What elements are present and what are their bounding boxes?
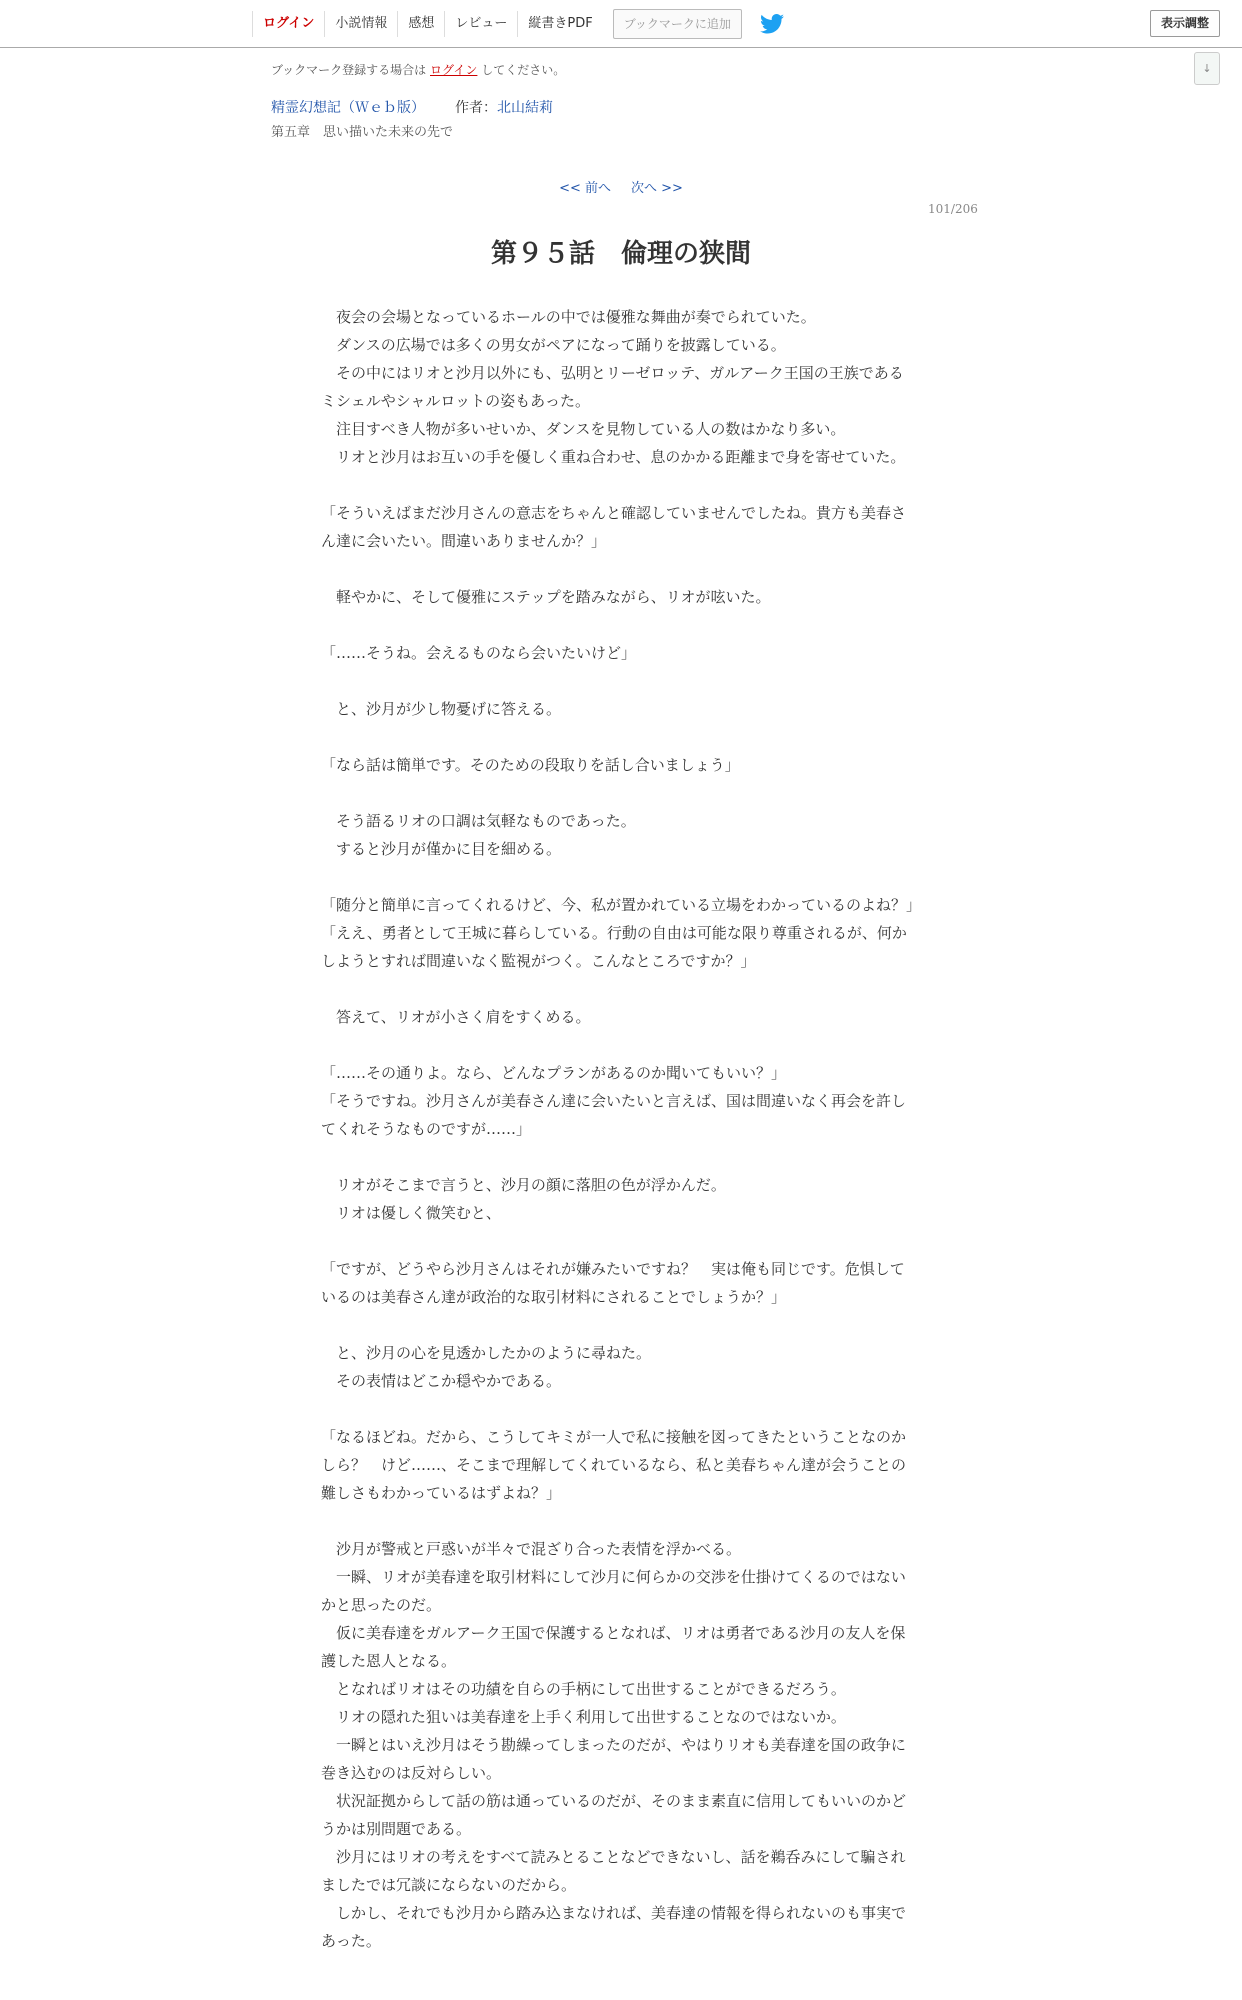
nav-impressions[interactable]: 感想 xyxy=(397,11,444,37)
blank-line xyxy=(321,723,915,751)
body-paragraph: リオと沙月はお互いの手を優しく重ね合わせ、息のかかる距離まで身を寄せていた。 xyxy=(321,448,906,466)
body-paragraph: と、沙月の心を見透かしたかのように尋ねた。 xyxy=(321,1344,652,1362)
episode-title: 第９５話 倫理の狭間 xyxy=(490,239,751,269)
scroll-down-button[interactable]: ↓ xyxy=(1194,52,1220,85)
novel-title-link[interactable]: 精霊幻想記（Ｗｅｂ版） xyxy=(271,100,425,116)
nav-login[interactable]: ログイン xyxy=(252,11,324,37)
body-paragraph: 「なら話は簡単です。そのための段取りを話し合いましょう」 xyxy=(321,756,740,774)
page-number: 101/206 xyxy=(928,202,978,216)
top-header xyxy=(0,0,1242,48)
display-settings-button[interactable]: 表示調整 xyxy=(1150,10,1220,37)
blank-line xyxy=(321,1395,915,1423)
body-paragraph: 軽やかに、そして優雅にステップを踏みながら、リオが呟いた。 xyxy=(321,588,771,606)
body-paragraph: となればリオはその功績を自らの手柄にして出世することができるだろう。 xyxy=(321,1680,846,1698)
body-paragraph: 「なるほどね。だから、こうしてキミが一人で私に接触を図ってきたということなのかしら？ けど……、そこまで理解してくれているなら、私と美春ちゃん達が会うことの難しさもわかっているはずよね？」 xyxy=(321,1428,907,1502)
blank-line xyxy=(321,471,915,499)
chapter-title: 第五章 思い描いた未来の先で xyxy=(271,125,454,140)
body-paragraph: そう語るリオの口調は気軽なものであった。 xyxy=(321,812,636,830)
novel-info xyxy=(271,97,553,117)
body-paragraph: 「……そうね。会えるものなら会いたいけど」 xyxy=(321,644,637,662)
blank-line xyxy=(321,1227,915,1255)
novel-body xyxy=(321,303,922,1955)
body-paragraph: 一瞬、リオが美春達を取引材料にして沙月に何らかの交渉を仕掛けてくるのではないかと思ったのだ。 xyxy=(321,1568,906,1614)
author-label: 作者： xyxy=(455,100,497,116)
body-paragraph: その中にはリオと沙月以外にも、弘明とリーゼロッテ、ガルアーク王国の王族であるミシェルやシャルロットの姿もあった。 xyxy=(321,364,904,410)
body-paragraph: 「ですが、どうやら沙月さんはそれが嫌みたいですね？ 実は俺も同じです。危惧しているのは美春さん達が政治的な取引材料にされることでしょうか？」 xyxy=(321,1260,905,1306)
blank-line xyxy=(321,863,915,891)
pager xyxy=(0,177,1242,196)
blank-line xyxy=(321,667,915,695)
blank-line xyxy=(321,975,915,1003)
nav-novel-info[interactable]: 小説情報 xyxy=(324,11,397,37)
top-nav xyxy=(252,0,784,47)
body-paragraph: すると沙月が僅かに目を細める。 xyxy=(321,840,562,858)
nav-vertical-pdf[interactable]: 縦書きPDF xyxy=(517,11,602,37)
nav-review[interactable]: レビュー xyxy=(444,11,517,37)
blank-line xyxy=(321,1143,915,1171)
body-paragraph: 注目すべき人物が多いせいか、ダンスを見物している人の数はかなり多い。 xyxy=(321,420,846,438)
body-paragraph: しかし、それでも沙月から踏み込まなければ、美春達の情報を得られないのも事実であった。 xyxy=(321,1904,907,1950)
blank-line xyxy=(321,555,915,583)
body-paragraph: 夜会の会場となっているホールの中では優雅な舞曲が奏でられていた。 xyxy=(321,308,816,326)
body-paragraph: 「そういえばまだ沙月さんの意志をちゃんと確認していませんでしたね。貴方も美春さん達に会いたい。間違いありませんか？」 xyxy=(321,504,907,550)
body-paragraph: 一瞬とはいえ沙月はそう勘繰ってしまったのだが、やはりリオも美春達を国の政争に巻き込むのは反対らしい。 xyxy=(321,1736,906,1782)
blank-line xyxy=(321,779,915,807)
body-paragraph: 「ええ、勇者として王城に暮らしている。行動の自由は可能な限り尊重されるが、何かしようとすれば間違いなく監視がつく。こんなところですか？」 xyxy=(321,924,907,970)
blank-line xyxy=(321,1311,915,1339)
blank-line xyxy=(321,1031,915,1059)
body-paragraph: 沙月にはリオの考えをすべて読みとることなどできないし、話を鵜呑みにして騙されましたでは冗談にならないのだから。 xyxy=(321,1848,906,1894)
next-link[interactable]: 次へ >> xyxy=(631,181,683,196)
body-paragraph: 状況証拠からして話の筋は通っているのだが、そのまま素直に信用してもいいのかどうかは別問題である。 xyxy=(321,1792,907,1838)
body-paragraph: 「随分と簡単に言ってくれるけど、今、私が置かれている立場をわかっているのよね？」 xyxy=(321,896,922,914)
prev-link[interactable]: << 前へ xyxy=(559,181,611,196)
add-bookmark-button[interactable]: ブックマークに追加 xyxy=(613,9,742,39)
body-paragraph: 仮に美春達をガルアーク王国で保護するとなれば、リオは勇者である沙月の友人を保護した恩人となる。 xyxy=(321,1624,906,1670)
bookmark-note-login-link[interactable]: ログイン xyxy=(430,63,478,77)
blank-line xyxy=(321,611,915,639)
twitter-icon[interactable] xyxy=(760,14,784,34)
blank-line xyxy=(321,1507,915,1535)
body-paragraph: リオがそこまで言うと、沙月の顔に落胆の色が浮かんだ。 xyxy=(321,1176,726,1194)
body-paragraph: ダンスの広場では多くの男女がペアになって踊りを披露している。 xyxy=(321,336,786,354)
bookmark-note-after: してください。 xyxy=(481,63,566,77)
bookmark-note xyxy=(271,61,565,78)
body-paragraph: 答えて、リオが小さく肩をすくめる。 xyxy=(321,1008,591,1026)
body-paragraph: 「そうですね。沙月さんが美春さん達に会いたいと言えば、国は間違いなく再会を許してくれそうなものですが……」 xyxy=(321,1092,907,1138)
body-paragraph: と、沙月が少し物憂げに答える。 xyxy=(321,700,562,718)
author-link[interactable]: 北山結莉 xyxy=(497,100,553,116)
bookmark-note-before: ブックマーク登録する場合は xyxy=(271,63,427,77)
body-paragraph: 沙月が警戒と戸惑いが半々で混ざり合った表情を浮かべる。 xyxy=(321,1540,742,1558)
body-paragraph: その表情はどこか穏やかである。 xyxy=(321,1372,562,1390)
body-paragraph: リオの隠れた狙いは美春達を上手く利用して出世することなのではないか。 xyxy=(321,1708,846,1726)
body-paragraph: 「……その通りよ。なら、どんなプランがあるのか聞いてもいい？」 xyxy=(321,1064,787,1082)
body-paragraph: リオは優しく微笑むと、 xyxy=(321,1204,501,1222)
